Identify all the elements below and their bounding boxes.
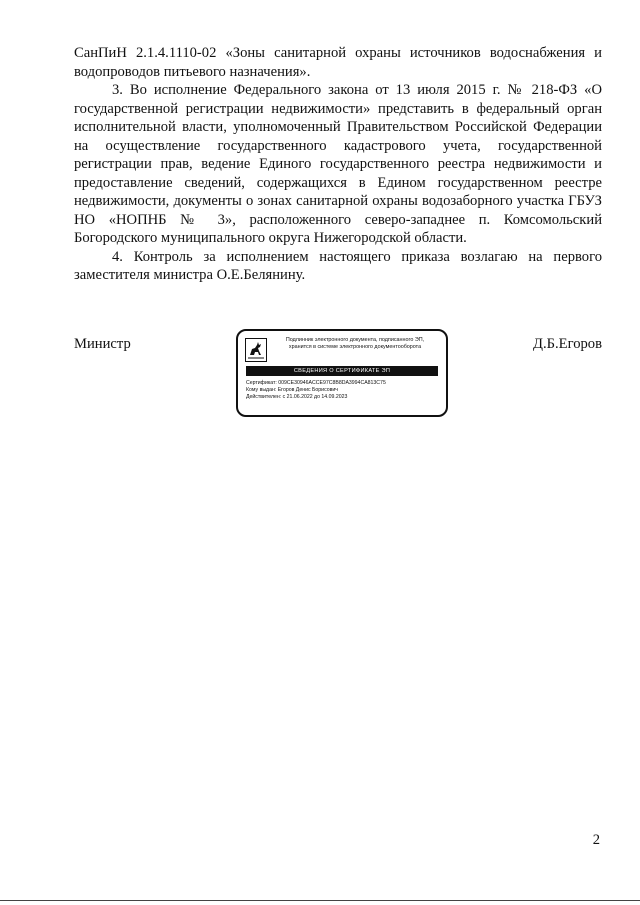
paragraph-item-3: 3. Во исполнение Федерального закона от 13 июля 2015 г. № 218-ФЗ «О государственной регистрации недвижимости» представить в федеральный орган исполнительной власти, уполномоченный Правительством Российской Федерации на осуществление государственного кадастрового учета, государственной регистрации прав, ведение Единого государственного реестра недвижимости и предоставление сведений, содержащихся в Едином государственном реестре недвижимости, документы о зонах санитарной охраны водозаборного участка ГБУЗ НО «НОПНБ № 3», расположенного северо-западнее п. Комсомольский Богородского муниципального округа Нижегородской области. [74, 82, 602, 246]
signer-position: Министр [74, 336, 131, 352]
paragraph-sanpin: СанПиН 2.1.4.1110-02 «Зоны санитарной охраны источников водоснабжения и водопроводов питьевого назначения». [74, 45, 602, 80]
stamp-issued-to: Кому выдан: Егоров Денис Борисович [246, 387, 338, 394]
stamp-certificate: Сертификат: 009CE30946ACCE97C8B8DA3994CA813C75 [246, 380, 386, 386]
page-number: 2 [592, 832, 600, 848]
stamp-header-line-2: хранится в системе электронного документооборота [288, 344, 422, 350]
stamp-banner: СВЕДЕНИЯ О СЕРТИФИКАТЕ ЭП [246, 366, 438, 376]
scan-bottom-edge [0, 900, 640, 901]
stamp-valid: Действителен: с 21.06.2022 до 14.09.2023 [246, 394, 348, 401]
signature-block [74, 336, 602, 416]
stamp-header-line-1: Подлинник электронного документа, подписанного ЭП, [285, 337, 425, 343]
document-body [74, 44, 602, 285]
stamp-header [270, 337, 440, 351]
nizhny-novgorod-deer-emblem-icon [245, 338, 267, 362]
stamp-certificate-info [246, 380, 386, 402]
signer-name: Д.Б.Егоров [533, 336, 602, 352]
electronic-signature-stamp [236, 329, 448, 417]
paragraph-item-4: 4. Контроль за исполнением настоящего приказа возлагаю на первого заместителя министра О.Е.Белянину. [74, 248, 602, 283]
